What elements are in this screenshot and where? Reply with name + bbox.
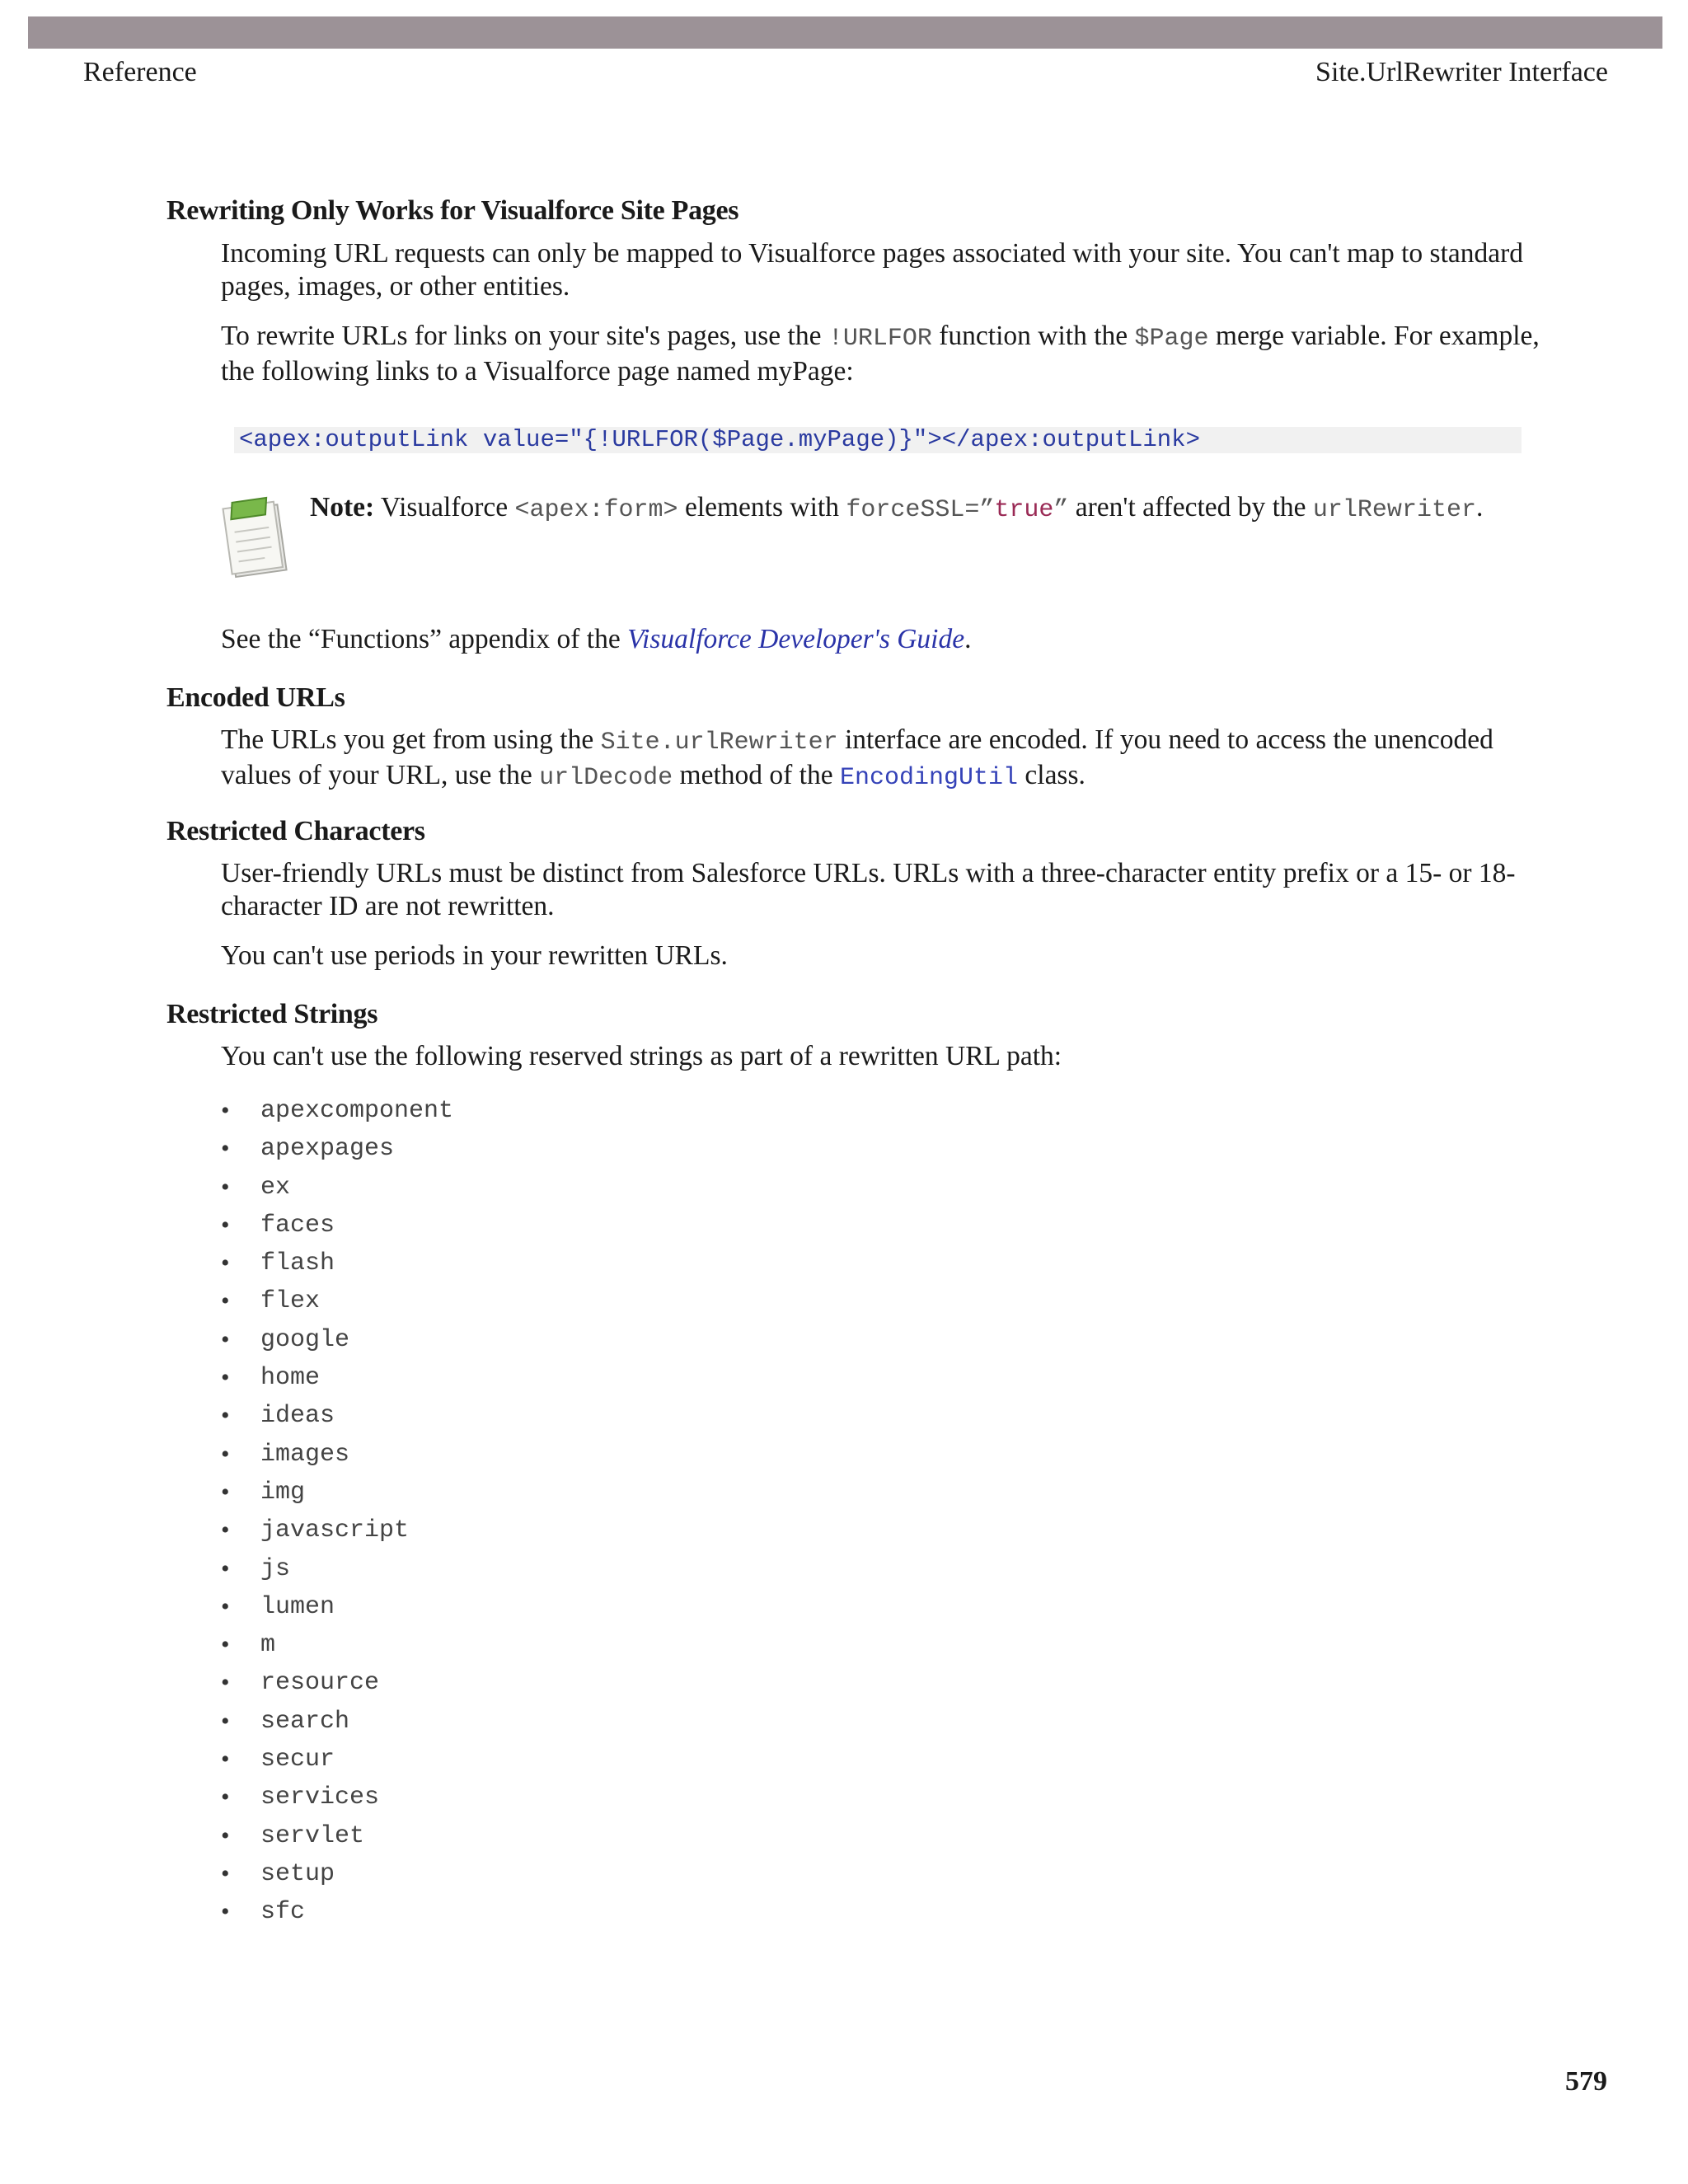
heading-restricted-strings: Restricted Strings <box>166 999 378 1029</box>
reserved-strings-list <box>221 1092 453 1932</box>
list-item: • apexcomponent <box>221 1097 454 1125</box>
code-sample: <apex:outputLink value="{!URLFOR($Page.myPage)}"></apex:outputLink> <box>234 427 1522 453</box>
list-item: • ideas <box>221 1402 335 1431</box>
list-item: • faces <box>221 1211 335 1240</box>
list-item: • flex <box>221 1287 321 1316</box>
list-item: • m <box>221 1631 276 1660</box>
list-item: • resource <box>221 1669 380 1698</box>
heading-rewriting: Rewriting Only Works for Visualforce Site Pages <box>166 195 739 226</box>
paragraph-characters-2: You can't use periods in your rewritten URLs. <box>221 940 728 971</box>
header-bar <box>28 16 1662 49</box>
list-item: • img <box>221 1478 306 1507</box>
list-item: • js <box>221 1554 291 1583</box>
list-item: • servlet <box>221 1821 365 1850</box>
list-item: • setup <box>221 1859 335 1888</box>
list-item: • home <box>221 1364 321 1393</box>
list-item: • ex <box>221 1173 291 1202</box>
paragraph-rewriting-2: To rewrite URLs for links on your site's pages, use the !URLFOR function with the $Page merge variable. For example, the following links to a Visualforce page named myPage: <box>221 321 1540 387</box>
encodingutil-link[interactable]: EncodingUtil <box>839 764 1019 792</box>
list-item: • search <box>221 1707 350 1736</box>
paragraph-characters-1: User-friendly URLs must be distinct from Salesforce URLs. URLs with a three-character entity prefix or a 15- or 18-character ID are not rewritten. <box>221 858 1516 921</box>
list-item: • sfc <box>221 1898 306 1927</box>
list-item: • secur <box>221 1746 335 1774</box>
header-section-label: Reference <box>83 57 197 87</box>
heading-restricted-characters: Restricted Characters <box>166 816 425 846</box>
heading-encoded-urls: Encoded URLs <box>166 682 345 713</box>
paragraph-rewriting-1: Incoming URL requests can only be mapped to Visualforce pages associated with your site. You can't map to standard pages, images, or other entities. <box>221 238 1524 302</box>
code-page: $Page <box>1134 325 1209 353</box>
note-label: Note: <box>310 492 375 523</box>
list-item: • flash <box>221 1249 335 1278</box>
paragraph-strings: You can't use the following reserved strings as part of a rewritten URL path: <box>221 1041 1062 1071</box>
header-topic-label: Site.UrlRewriter Interface <box>1315 57 1608 87</box>
list-item: • google <box>221 1325 350 1354</box>
page-number: 579 <box>1565 2066 1607 2097</box>
note-icon <box>221 496 293 582</box>
note-callout: Note: Visualforce <apex:form> elements with forceSSL=”true” aren't affected by the urlRewriter. <box>310 492 1484 524</box>
paragraph-encoded: The URLs you get from using the Site.urlRewriter interface are encoded. If you need to access the unencoded values of your URL, use the urlDecode method of the EncodingUtil class. <box>221 724 1493 792</box>
paragraph-see-functions: See the “Functions” appendix of the Visualforce Developer's Guide. <box>221 624 972 654</box>
list-item: • lumen <box>221 1592 335 1621</box>
list-item: • services <box>221 1783 380 1812</box>
list-item: • apexpages <box>221 1135 395 1164</box>
code-urlfor: !URLFOR <box>828 325 932 353</box>
list-item: • images <box>221 1440 350 1469</box>
visualforce-guide-link[interactable]: Visualforce Developer's Guide <box>627 624 965 654</box>
list-item: • javascript <box>221 1516 410 1545</box>
